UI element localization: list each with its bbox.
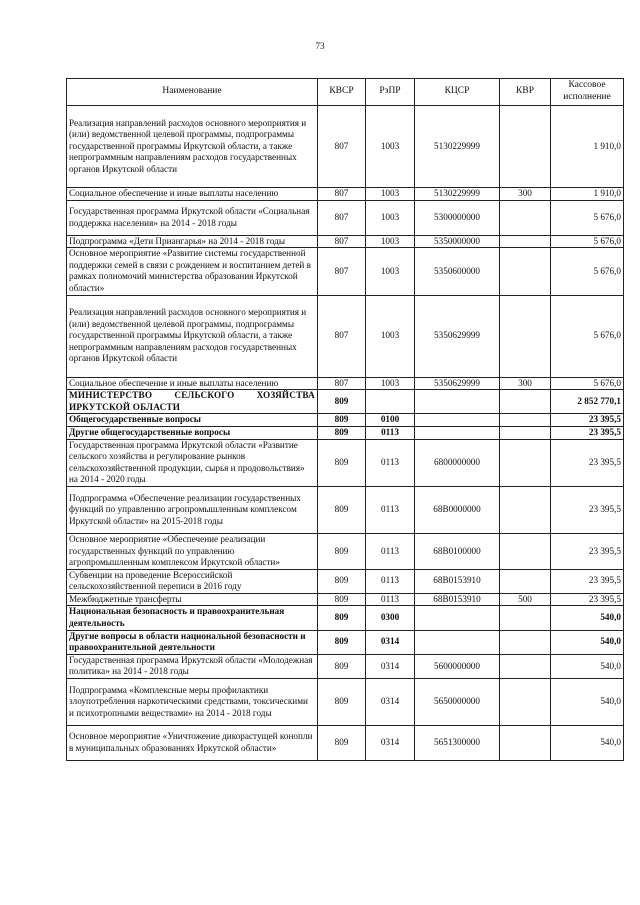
cell-name: Социальное обеспечение и иные выплаты населению [67,377,318,390]
cell-amount: 23 395,5 [551,569,624,593]
cell-kcsr: 68В0100000 [415,533,500,569]
cell-kvr [500,426,551,439]
cell-amount: 23 395,5 [551,439,624,486]
cell-rzpr: 1003 [366,188,415,201]
cell-kcsr [415,414,500,427]
table-row [67,593,624,606]
cell-amount: 540,0 [551,726,624,761]
table-row [67,200,624,235]
cell-name: Реализация направлений расходов основного мероприятия и (или) ведомственной целевой программы, подпрограммы государственной программы Иркутской области, а также непрограммным направлениям расходов государственных органов Иркутской области [67,295,318,377]
cell-kvr [500,726,551,761]
cell-kvr: 500 [500,593,551,606]
cell-amount: 5 676,0 [551,200,624,235]
cell-kvr [500,630,551,654]
cell-kcsr: 5130229999 [415,106,500,188]
table-row [67,606,624,630]
cell-amount: 23 395,5 [551,486,624,533]
cell-kvr: 300 [500,188,551,201]
cell-kvr [500,533,551,569]
cell-name: Подпрограмма «Дети Приангарья» на 2014 - 2018 годы [67,235,318,248]
cell-kvsr: 807 [318,200,366,235]
cell-kcsr: 5300000000 [415,200,500,235]
page-number: 73 [315,41,325,51]
header-rzpr: РзПР [366,79,415,106]
table-row [67,377,624,390]
table-row [67,679,624,726]
cell-rzpr: 1003 [366,377,415,390]
cell-rzpr: 1003 [366,235,415,248]
cell-kvr: 300 [500,377,551,390]
cell-kvsr: 809 [318,486,366,533]
table-row [67,414,624,427]
cell-amount: 1 910,0 [551,106,624,188]
cell-amount: 1 910,0 [551,188,624,201]
cell-amount: 23 395,5 [551,414,624,427]
cell-kvr [500,295,551,377]
cell-amount: 540,0 [551,606,624,630]
cell-kvsr: 809 [318,630,366,654]
header-amount: Кассовое исполнение [551,79,624,106]
cell-name: Основное мероприятие «Уничтожение дикорастущей конопли в муниципальных образованиях Иркутской области» [67,726,318,761]
cell-rzpr: 1003 [366,295,415,377]
table-row [67,654,624,678]
cell-kvsr: 809 [318,426,366,439]
cell-rzpr: 0113 [366,593,415,606]
cell-kvr [500,486,551,533]
cell-kcsr: 5350629999 [415,377,500,390]
cell-rzpr: 0314 [366,679,415,726]
cell-kvsr: 807 [318,188,366,201]
cell-kvsr: 807 [318,295,366,377]
cell-kcsr [415,426,500,439]
table-row [67,248,624,295]
table-row [67,295,624,377]
cell-name: Реализация направлений расходов основного мероприятия и (или) ведомственной целевой программы, подпрограммы государственной программы Иркутской области, а также непрограммным направлениям расходов государственных органов Иркутской области [67,106,318,188]
cell-amount: 23 395,5 [551,593,624,606]
cell-rzpr: 0113 [366,533,415,569]
cell-amount: 2 852 770,1 [551,390,624,414]
cell-kvsr: 809 [318,593,366,606]
cell-kcsr [415,606,500,630]
cell-name: Подпрограмма «Обеспечение реализации государственных функций по управлению агропромышленным комплексом Иркутской области» на 2015-2018 годы [67,486,318,533]
cell-amount: 5 676,0 [551,235,624,248]
cell-kcsr: 5651300000 [415,726,500,761]
cell-rzpr: 0113 [366,439,415,486]
cell-name: Государственная программа Иркутской области «Социальная поддержка населения» на 2014 - 2018 годы [67,200,318,235]
table-row [67,726,624,761]
cell-kvsr: 809 [318,414,366,427]
cell-kvsr: 809 [318,606,366,630]
cell-name: Государственная программа Иркутской области «Развитие сельского хозяйства и регулирование рынков сельскохозяйственной продукции, сырья и продовольствия» на 2014 - 2020 годы [67,439,318,486]
cell-kcsr: 5130229999 [415,188,500,201]
cell-kcsr: 5650000000 [415,679,500,726]
cell-rzpr: 0314 [366,630,415,654]
cell-kcsr: 5350600000 [415,248,500,295]
cell-amount: 540,0 [551,654,624,678]
table-row [67,439,624,486]
cell-name: Государственная программа Иркутской области «Молодежная политика» на 2014 - 2018 годы [67,654,318,678]
cell-rzpr [366,390,415,414]
cell-amount: 5 676,0 [551,377,624,390]
table-row [67,106,624,188]
cell-kvr [500,654,551,678]
cell-kcsr: 6800000000 [415,439,500,486]
cell-name: Основное мероприятие «Развитие системы государственной поддержки семей в связи с рождением и воспитанием детей в рамках полномочий министерства образования Иркутской области» [67,248,318,295]
cell-amount: 5 676,0 [551,248,624,295]
header-kvr: КВР [500,79,551,106]
cell-kvr [500,679,551,726]
cell-kvr [500,569,551,593]
cell-rzpr: 0314 [366,654,415,678]
cell-kvsr: 807 [318,235,366,248]
cell-rzpr: 0113 [366,569,415,593]
cell-kvr [500,235,551,248]
table-row [67,533,624,569]
cell-rzpr: 0100 [366,414,415,427]
cell-kcsr [415,390,500,414]
cell-rzpr: 0300 [366,606,415,630]
table-row [67,235,624,248]
cell-name: Общегосударственные вопросы [67,414,318,427]
cell-kvsr: 809 [318,654,366,678]
cell-kvsr: 807 [318,248,366,295]
cell-rzpr: 0113 [366,426,415,439]
cell-name: Основное мероприятие «Обеспечение реализации государственных функций по управлению агропромышленным комплексом Иркутской области» [67,533,318,569]
cell-kcsr: 5350629999 [415,295,500,377]
header-name: Наименование [67,79,318,106]
cell-name: Другие вопросы в области национальной безопасности и правоохранительной деятельности [67,630,318,654]
cell-name: Национальная безопасность и правоохранительная деятельность [67,606,318,630]
cell-rzpr: 1003 [366,106,415,188]
cell-kcsr: 68В0153910 [415,569,500,593]
cell-kcsr: 68В0153910 [415,593,500,606]
budget-table [66,78,624,761]
header-kcsr: КЦСР [415,79,500,106]
cell-kcsr: 5350000000 [415,235,500,248]
cell-kvr [500,414,551,427]
cell-amount: 5 676,0 [551,295,624,377]
cell-kcsr [415,630,500,654]
cell-kvr [500,248,551,295]
table-row [67,486,624,533]
table-row [67,569,624,593]
cell-rzpr: 1003 [366,200,415,235]
header-kvsr: КВСР [318,79,366,106]
cell-kvsr: 807 [318,377,366,390]
cell-kvr [500,106,551,188]
table-header-row [67,79,624,106]
cell-kvsr: 809 [318,439,366,486]
cell-rzpr: 0113 [366,486,415,533]
cell-amount: 540,0 [551,679,624,726]
table-row [67,390,624,414]
cell-kvr [500,439,551,486]
cell-kcsr: 5600000000 [415,654,500,678]
cell-kvsr: 809 [318,679,366,726]
cell-amount: 23 395,5 [551,426,624,439]
cell-kvsr: 809 [318,726,366,761]
cell-rzpr: 0314 [366,726,415,761]
cell-kvr [500,390,551,414]
table-row [67,630,624,654]
table-row [67,426,624,439]
cell-name: Социальное обеспечение и иные выплаты населению [67,188,318,201]
cell-amount: 23 395,5 [551,533,624,569]
cell-name: Межбюджетные трансферты [67,593,318,606]
cell-name: Подпрограмма «Комплексные меры профилактики злоупотребления наркотическими средствами, токсическими и психотропными веществами» на 2014 - 2018 годы [67,679,318,726]
cell-kvr [500,606,551,630]
cell-kvsr: 807 [318,106,366,188]
cell-kvsr: 809 [318,533,366,569]
cell-rzpr: 1003 [366,248,415,295]
cell-name: Субвенции на проведение Всероссийской сельскохозяйственной переписи в 2016 году [67,569,318,593]
cell-kvr [500,200,551,235]
cell-kvsr: 809 [318,569,366,593]
cell-kcsr: 68В0000000 [415,486,500,533]
cell-amount: 540,0 [551,630,624,654]
cell-name: Другие общегосударственные вопросы [67,426,318,439]
table-row [67,188,624,201]
cell-kvsr: 809 [318,390,366,414]
cell-name: МИНИСТЕРСТВО СЕЛЬСКОГО ХОЗЯЙСТВА ИРКУТСКОЙ ОБЛАСТИ [67,390,318,414]
